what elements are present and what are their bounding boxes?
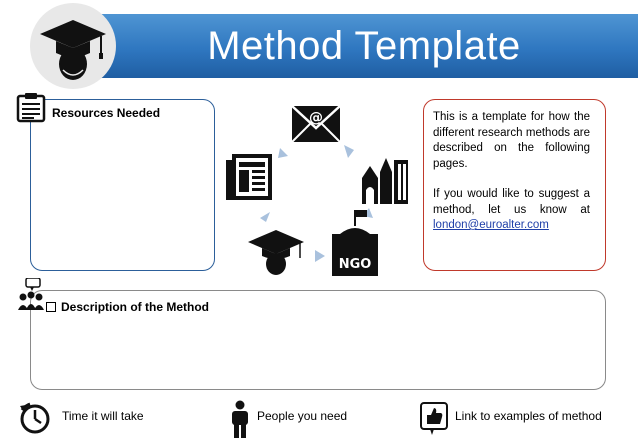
- newspaper-icon: [226, 154, 272, 200]
- description-checkbox[interactable]: [46, 302, 56, 312]
- svg-text:@: @: [309, 110, 323, 126]
- people-discussion-icon: [16, 278, 46, 310]
- svg-text:NGO: NGO: [338, 257, 372, 272]
- research-cycle-diagram: [222, 98, 417, 280]
- people-label: People you need: [257, 409, 348, 423]
- info-paragraph-suggest: [433, 187, 590, 234]
- info-suggest-text: If you would like to suggest a method, let us know at: [433, 188, 590, 216]
- time-label: Time it will take: [62, 409, 144, 423]
- email-icon: [292, 106, 340, 142]
- email-link[interactable]: london@euroalter.com: [433, 219, 549, 231]
- person-icon: [230, 400, 250, 438]
- examples-link[interactable]: Link to examples of method: [455, 409, 602, 423]
- ngo-building-icon: [332, 210, 378, 276]
- clipboard-icon: [16, 93, 48, 123]
- graduation-cap-icon: [38, 14, 108, 86]
- stopwatch-icon: [18, 402, 52, 434]
- info-paragraph-intro: This is a template for how the different research methods are described on the following pages.: [433, 111, 590, 170]
- info-text: [433, 110, 590, 234]
- description-label-text: Description of the Method: [61, 300, 209, 314]
- page-title: Method Template: [207, 23, 521, 68]
- city-buildings-icon: [360, 154, 412, 206]
- resources-label: Resources Needed: [52, 106, 161, 120]
- description-label: [46, 300, 209, 314]
- resources-box: [30, 99, 215, 271]
- thumbs-up-board-icon: [420, 402, 448, 436]
- graduation-cap-icon: [248, 230, 304, 275]
